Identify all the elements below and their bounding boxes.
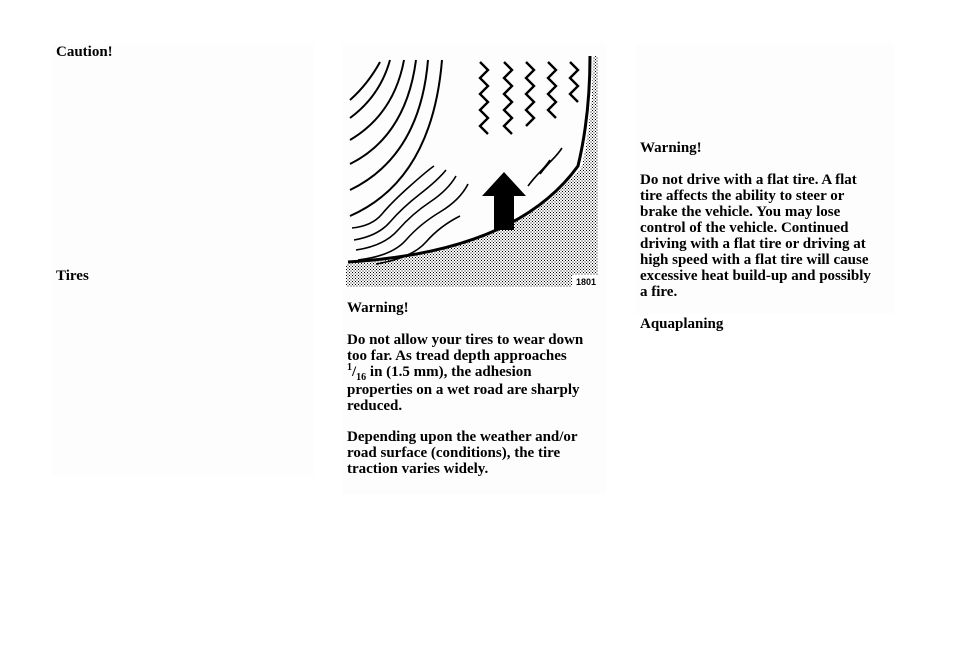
flat-tire-line: a fire. (640, 284, 678, 300)
tire-tread-illustration (346, 56, 598, 287)
flat-tire-warning (640, 172, 900, 300)
caution-heading: Caution! (56, 44, 113, 60)
flat-tire-line: excessive heat build-up and possibly (640, 268, 871, 284)
flat-tire-line: brake the vehicle. You may lose (640, 204, 841, 220)
flat-tire-line: control of the vehicle. Continued (640, 220, 849, 236)
aquaplaning-heading: Aquaplaning (640, 316, 724, 332)
left-column (52, 44, 314, 476)
fraction-slash: / (352, 364, 357, 380)
traction-line: Depending upon the weather and/or (347, 429, 578, 445)
figure-number: 1801 (576, 277, 597, 287)
traction-paragraph (347, 429, 609, 477)
right-warning-heading: Warning! (640, 140, 702, 156)
flat-tire-line: tire affects the ability to steer or (640, 188, 845, 204)
fraction-denominator: 16 (356, 372, 367, 383)
tread-warning-line: reduced. (347, 398, 403, 414)
tread-warning-line-rest: in (1.5 mm), the adhesion (366, 364, 532, 380)
traction-line: traction varies widely. (347, 461, 489, 477)
tread-warning-line-fraction (347, 364, 609, 382)
tread-depth-warning (347, 332, 609, 414)
tires-heading: Tires (56, 268, 89, 284)
flat-tire-line: high speed with a flat tire will cause (640, 252, 869, 268)
traction-line: road surface (conditions), the tire (347, 445, 561, 461)
tread-warning-line: too far. As tread depth approaches (347, 348, 567, 364)
tread-grooves (480, 62, 578, 134)
middle-warning-heading: Warning! (347, 300, 409, 316)
fraction-numerator: 1 (347, 362, 352, 373)
sidewall-arcs (350, 60, 442, 216)
tread-warning-line: Do not allow your tires to wear down (347, 332, 584, 348)
flat-tire-line: Do not drive with a flat tire. A flat (640, 172, 857, 188)
flat-tire-line: driving with a flat tire or driving at (640, 236, 866, 252)
road-surface (346, 56, 598, 287)
tread-warning-line: properties on a wet road are sharply (347, 382, 580, 398)
